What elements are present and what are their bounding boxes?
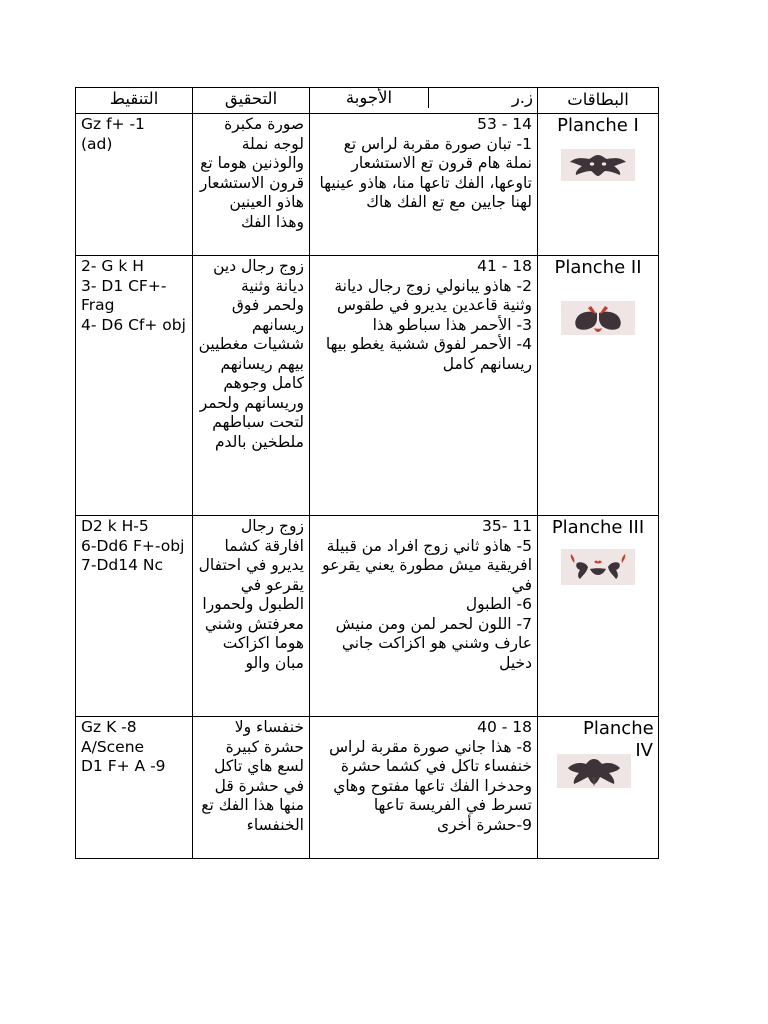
header-inquiry: التحقيق xyxy=(193,88,310,114)
header-cards: البطاقات xyxy=(538,88,659,114)
reaction-time: 40 - 18 xyxy=(477,718,532,736)
inquiry-cell: زوج رجال افارقة كشما يديرو في احتفال يقرعو في الطبول ولحمورا معرفتش وشني هوما اكزاكت مبان والو xyxy=(193,516,310,717)
scoring-line: Gz K -8 xyxy=(81,718,137,736)
card-cell xyxy=(538,717,659,859)
response-text: 7- اللون لحمر لمن ومن منيش عارف وشني هو اكزاكت جاني دخيل xyxy=(335,614,532,672)
reaction-time: 53 - 14 xyxy=(477,115,532,133)
scoring-cell xyxy=(76,256,193,516)
response-text: 8- هذا جاني صورة مقربة لراس خنفساء تاكل في كشما حشرة وحدخرا الفك تاعها مفتوح وهاي تسرط في الفريسة تاعها xyxy=(329,737,532,814)
rorschach-protocol-table xyxy=(75,87,659,859)
scoring-line: D2 k H-5 xyxy=(81,517,149,535)
header-responses-cell xyxy=(310,88,538,114)
response-cell xyxy=(310,114,538,256)
inquiry-cell: خنفساء ولا حشرة كبيرة لسع هاي تاكل في حشرة قل منها هذا الفك تع الخنفساء xyxy=(193,717,310,859)
inkblot-card-4-image xyxy=(557,754,631,788)
response-cell xyxy=(310,256,538,516)
reaction-time: 41 - 18 xyxy=(477,257,532,275)
card-name: Planche III xyxy=(551,517,645,538)
table-row xyxy=(76,717,659,859)
card-cell xyxy=(538,516,659,717)
response-cell xyxy=(310,717,538,859)
scoring-line: (ad) xyxy=(81,134,113,153)
header-scoring: التنقيط xyxy=(76,88,193,114)
scoring-line: 6-Dd6 F+-obj xyxy=(81,536,185,555)
response-text: 3- الأحمر هذا سباطو هذا xyxy=(372,315,532,334)
card-cell xyxy=(538,114,659,256)
inkblot-card-3-image xyxy=(561,549,635,585)
scoring-cell xyxy=(76,114,193,256)
header-reaction-time: ز.ر xyxy=(511,88,533,107)
scoring-line: Gz f+ -1 xyxy=(81,115,145,133)
inquiry-cell: صورة مكبرة لوجه نملة والوذنين هوما تع قرون الاستشعار هاذو العينين وهذا الفك xyxy=(193,114,310,256)
scoring-line: 3- D1 CF+-Frag xyxy=(81,276,167,314)
response-text: 9-حشرة أخرى xyxy=(436,815,532,834)
response-text: 4- الأحمر لفوق ششية يغطو بيها ريسانهم كامل xyxy=(325,335,532,373)
response-text: 2- هاذو يبانولي زوج رجال ديانة وثنية قاعدين يديرو في طقوس xyxy=(334,276,532,314)
card-cell xyxy=(538,256,659,516)
table-row xyxy=(76,256,659,516)
scoring-cell xyxy=(76,516,193,717)
inquiry-cell: زوج رجال دين ديانة وثنية ولحمر فوق ريسانهم ششيات مغطيين بيهم ريسانهم كامل وجوهم وريسانهم ولحمر لتحت سباطهم ملطخين بالدم xyxy=(193,256,310,516)
scoring-line: 7-Dd14 Nc xyxy=(81,556,163,574)
header-responses: الأجوبة xyxy=(310,88,429,108)
inkblot-card-1-image xyxy=(561,149,635,181)
response-text: 6- الطبول xyxy=(465,595,532,613)
card-name: Planche IV xyxy=(583,718,654,761)
table-row xyxy=(76,114,659,256)
table-header-row xyxy=(76,88,659,114)
inkblot-card-2-image xyxy=(561,301,635,335)
scoring-line: A/Scene xyxy=(81,737,145,756)
reaction-time: 35- 11 xyxy=(482,517,532,535)
scoring-line: D1 F+ A -9 xyxy=(81,757,166,775)
table-row xyxy=(76,516,659,717)
scoring-cell xyxy=(76,717,193,859)
response-cell xyxy=(310,516,538,717)
response-text: 1- تبان صورة مقربة لراس تع نملة هام قرون تع الاستشعار تاوعها، الفك تاعها منا، هاذو عينيها لهنا جايين مع تع الفك هاك xyxy=(319,134,532,211)
card-name: Planche II xyxy=(554,257,642,278)
scoring-line: 2- G k H xyxy=(81,257,144,275)
response-text: 5- هاذو ثاني زوج افراد من قبيلة افريقية ميش مطورة يعني يقرعو في xyxy=(322,536,532,594)
card-name: Planche I xyxy=(557,115,639,136)
scoring-line: 4- D6 Cf+ obj xyxy=(81,315,186,334)
